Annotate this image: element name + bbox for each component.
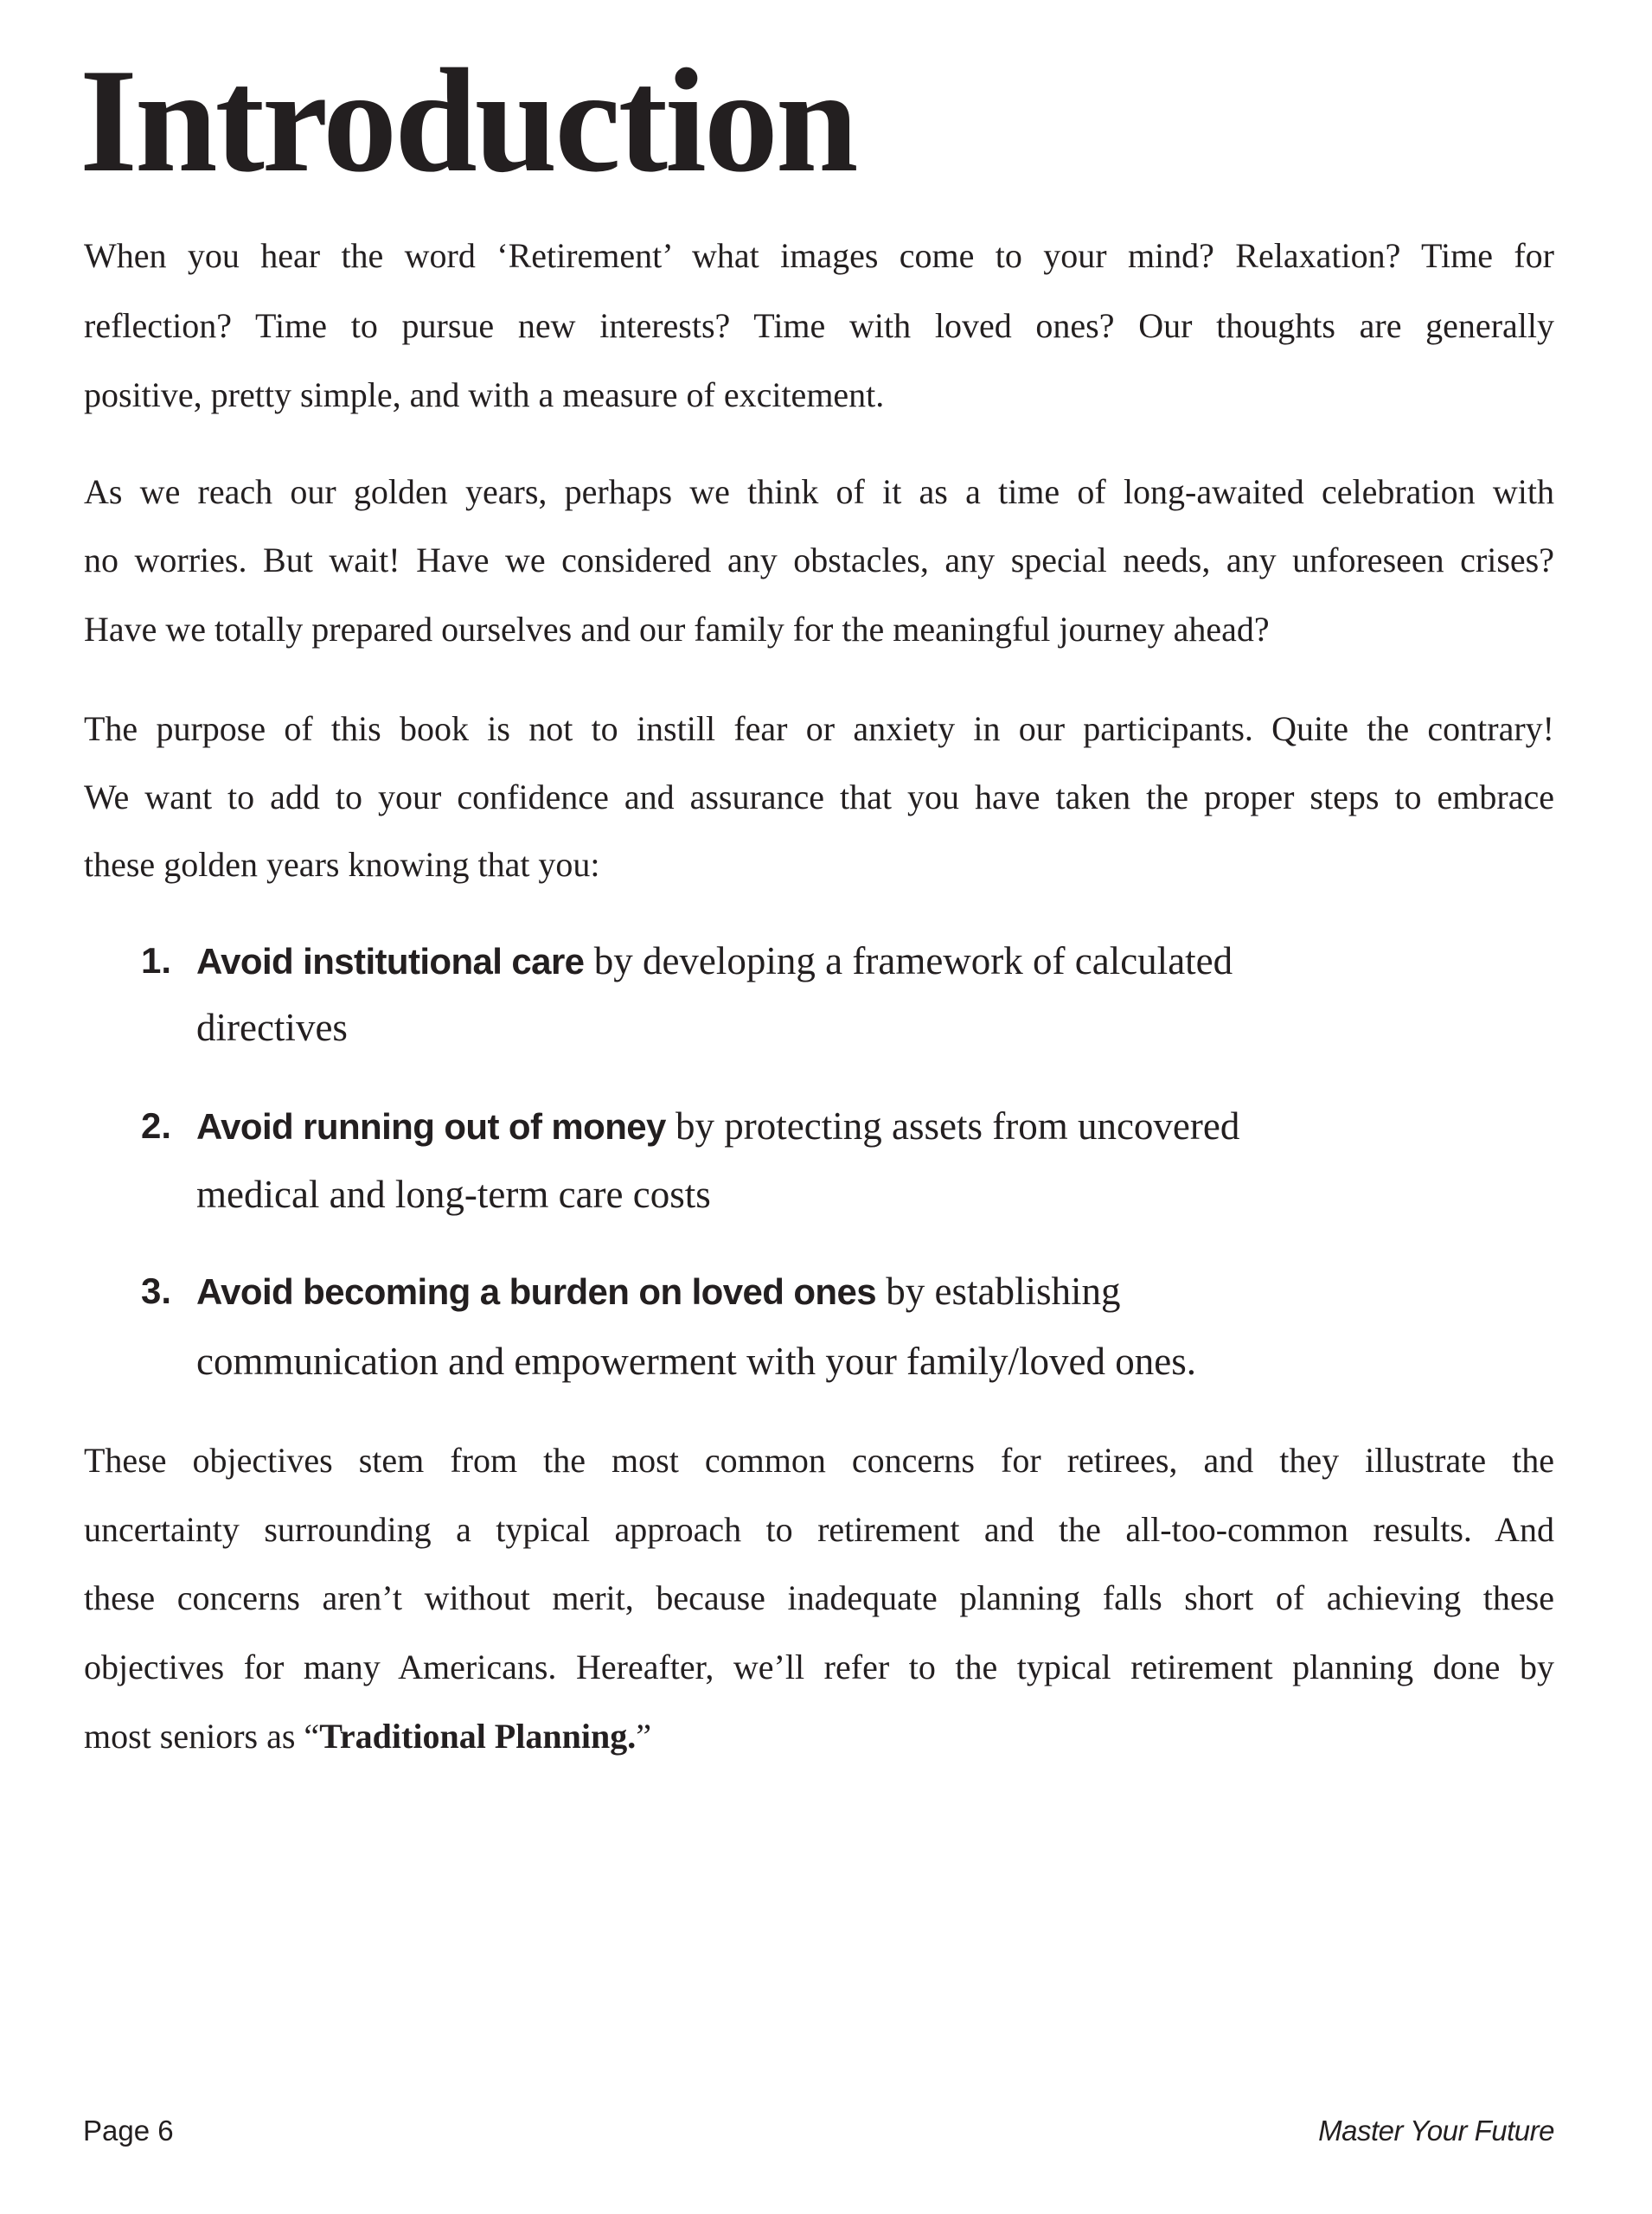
page-title: Introduction [80, 39, 856, 203]
list-number: 2. [141, 1105, 172, 1146]
book-title-footer: Master Your Future [1318, 2115, 1554, 2147]
paragraph-line: objectives for many Americans. Hereafter, we’ll refer to the typical retirement planning done by [84, 1648, 1554, 1686]
list-text: by protecting assets from uncovered [665, 1104, 1240, 1148]
paragraph-line: these golden years knowing that you: [84, 845, 600, 884]
paragraph-line: As we reach our golden years, perhaps we think of it as a time of long-awaited celebration with [84, 472, 1554, 511]
paragraph-line: these concerns aren’t without merit, because inadequate planning falls short of achieving these [84, 1578, 1554, 1617]
list-lead-bold: Avoid institutional care [196, 941, 585, 982]
list-number: 3. [141, 1270, 172, 1311]
list-line: directives [196, 1006, 348, 1049]
paragraph-line [84, 1719, 1554, 1788]
paragraph-line: When you hear the word ‘Retirement’ what images come to your mind? Relaxation? Time for [84, 236, 1554, 275]
list-line: communication and empowerment with your family/loved ones. [196, 1340, 1196, 1383]
list-text: by establishing [876, 1270, 1121, 1313]
list-line: medical and long-term care costs [196, 1173, 711, 1216]
closing-quote: ” [636, 1717, 651, 1756]
list-number: 1. [141, 940, 172, 981]
list-line [196, 1104, 1240, 1148]
closing-text: most seniors as “ [84, 1717, 320, 1756]
traditional-planning-term: Traditional Planning. [319, 1717, 637, 1756]
paragraph-line: uncertainty surrounding a typical approach to retirement and the all-too-common results. And [84, 1510, 1554, 1549]
list-lead-bold: Avoid running out of money [196, 1106, 666, 1147]
page-number: Page 6 [83, 2115, 174, 2147]
paragraph-line: These objectives stem from the most common concerns for retirees, and they illustrate the [84, 1441, 1554, 1480]
list-lead-bold: Avoid becoming a burden on loved ones [196, 1271, 876, 1312]
paragraph-line: Have we totally prepared ourselves and our family for the meaningful journey ahead? [84, 610, 1270, 649]
list-line [196, 1272, 1120, 1311]
paragraph-line: We want to add to your confidence and assurance that you have taken the proper steps to embrace [84, 777, 1554, 816]
paragraph-line: reflection? Time to pursue new interests? Time with loved ones? Our thoughts are generally [84, 306, 1554, 345]
paragraph-line: positive, pretty simple, and with a measure of excitement. [84, 375, 885, 414]
list-line [196, 939, 1233, 982]
paragraph-line: no worries. But wait! Have we considered any obstacles, any special needs, any unforeseen crises? [84, 541, 1554, 579]
paragraph-line: The purpose of this book is not to instill fear or anxiety in our participants. Quite the contrary! [84, 709, 1554, 748]
list-text: by developing a framework of calculated [584, 939, 1233, 982]
